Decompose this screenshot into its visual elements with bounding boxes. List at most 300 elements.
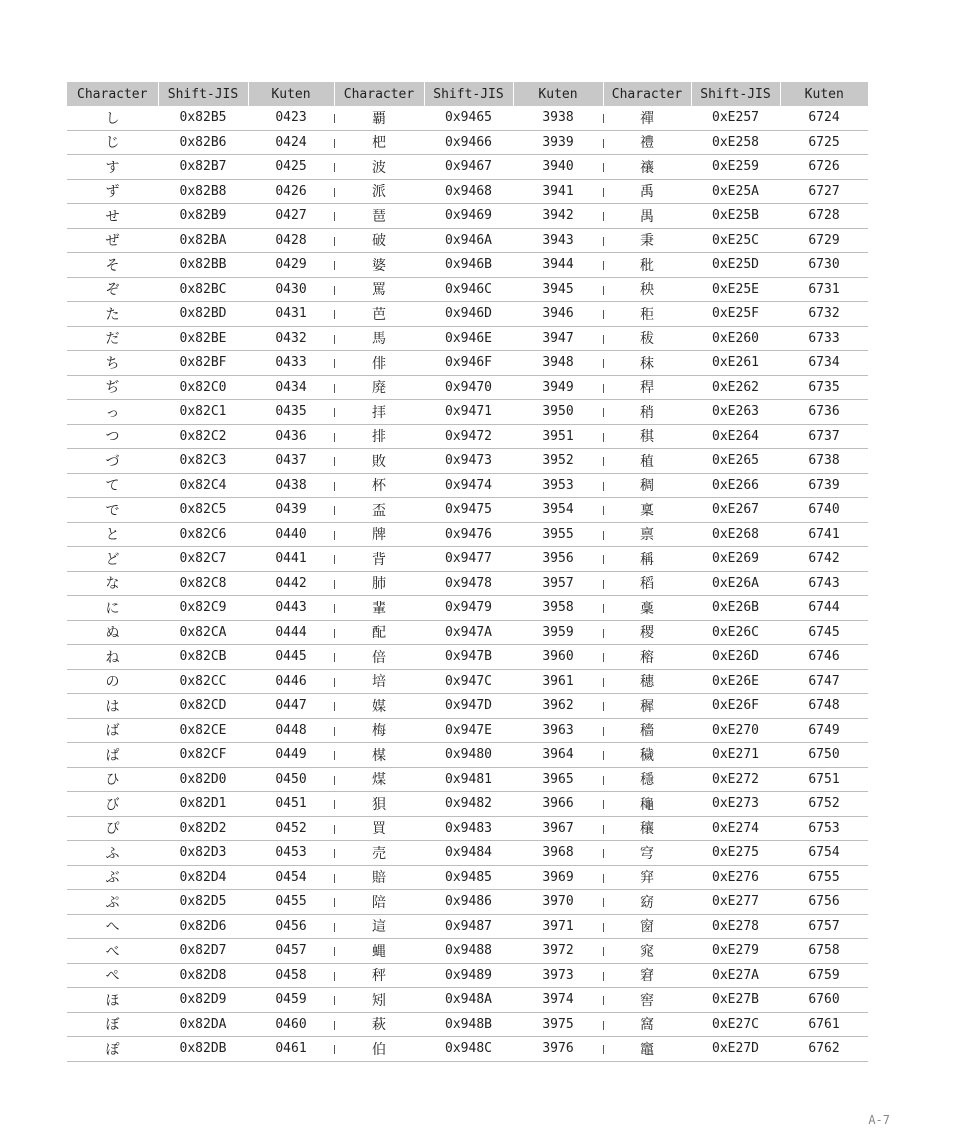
kuten-cell: 0441 (248, 547, 334, 572)
kuten-cell: 0427 (248, 204, 334, 229)
table-row (67, 302, 868, 327)
character-cell: 敗 (334, 449, 424, 474)
character-cell: 罵 (334, 277, 424, 302)
shift-jis-cell: 0x82D6 (158, 914, 248, 939)
shift-jis-cell: 0x82BC (158, 277, 248, 302)
kuten-cell: 3962 (513, 694, 603, 719)
character-cell: 賠 (334, 865, 424, 890)
character-cell: ぼ (67, 1012, 158, 1037)
table-row (67, 865, 868, 890)
table-row (67, 816, 868, 841)
character-cell: 排 (334, 424, 424, 449)
shift-jis-cell: 0x82D1 (158, 792, 248, 817)
page-number: A-7 (868, 1113, 890, 1127)
shift-jis-cell: 0x82CE (158, 718, 248, 743)
kuten-cell: 6746 (780, 645, 868, 670)
character-cell: 窈 (603, 890, 691, 915)
shift-jis-cell: 0x82BB (158, 253, 248, 278)
character-cell: 稾 (603, 596, 691, 621)
character-cell: 秡 (603, 326, 691, 351)
character-cell: 稘 (603, 424, 691, 449)
shift-jis-cell: 0xE25C (691, 228, 780, 253)
shift-jis-cell: 0xE26B (691, 596, 780, 621)
shift-jis-cell: 0x82DB (158, 1037, 248, 1062)
shift-jis-cell: 0xE268 (691, 522, 780, 547)
kuten-cell: 6732 (780, 302, 868, 327)
character-cell: 輩 (334, 596, 424, 621)
character-cell: ぬ (67, 620, 158, 645)
table-row (67, 645, 868, 670)
character-cell: せ (67, 204, 158, 229)
table-row (67, 988, 868, 1013)
kuten-cell: 3955 (513, 522, 603, 547)
character-cell: 萩 (334, 1012, 424, 1037)
table-row (67, 228, 868, 253)
shift-jis-cell: 0x82D7 (158, 939, 248, 964)
kuten-cell: 3941 (513, 179, 603, 204)
shift-jis-cell: 0x82D3 (158, 841, 248, 866)
shift-jis-cell: 0xE25F (691, 302, 780, 327)
kuten-cell: 3963 (513, 718, 603, 743)
kuten-cell: 6733 (780, 326, 868, 351)
character-cell: ぷ (67, 890, 158, 915)
shift-jis-cell: 0x946E (424, 326, 513, 351)
table-row (67, 400, 868, 425)
character-cell: 禺 (603, 204, 691, 229)
character-cell: 稈 (603, 375, 691, 400)
kuten-cell: 0439 (248, 498, 334, 523)
character-cell: 穃 (603, 645, 691, 670)
shift-jis-cell: 0xE25B (691, 204, 780, 229)
character-cell: ぜ (67, 228, 158, 253)
character-cell: 俳 (334, 351, 424, 376)
character-cell: に (67, 596, 158, 621)
shift-jis-cell: 0x947E (424, 718, 513, 743)
character-cell: 穉 (603, 694, 691, 719)
character-cell: 穩 (603, 767, 691, 792)
shift-jis-cell: 0x82D8 (158, 963, 248, 988)
character-cell: 配 (334, 620, 424, 645)
kuten-cell: 6760 (780, 988, 868, 1013)
table-row (67, 890, 868, 915)
kuten-cell: 6735 (780, 375, 868, 400)
character-cell: 禀 (603, 522, 691, 547)
character-cell: 窕 (603, 939, 691, 964)
shift-jis-cell: 0x946B (424, 253, 513, 278)
column-header-character: Character (603, 82, 691, 106)
shift-jis-cell: 0xE261 (691, 351, 780, 376)
kuten-cell: 3976 (513, 1037, 603, 1062)
shift-jis-cell: 0x948B (424, 1012, 513, 1037)
table-row (67, 424, 868, 449)
shift-jis-cell: 0x82C0 (158, 375, 248, 400)
kuten-cell: 6742 (780, 547, 868, 572)
shift-jis-cell: 0x82DA (158, 1012, 248, 1037)
kuten-cell: 3957 (513, 571, 603, 596)
character-cell: 稟 (603, 498, 691, 523)
character-cell: 覇 (334, 106, 424, 130)
character-cell: 狽 (334, 792, 424, 817)
shift-jis-cell: 0xE26C (691, 620, 780, 645)
kuten-cell: 0433 (248, 351, 334, 376)
shift-jis-cell: 0xE27A (691, 963, 780, 988)
character-cell: 稻 (603, 571, 691, 596)
table-row (67, 204, 868, 229)
shift-jis-cell: 0xE257 (691, 106, 780, 130)
table-row (67, 179, 868, 204)
table-row (67, 473, 868, 498)
kuten-cell: 0428 (248, 228, 334, 253)
table-row (67, 326, 868, 351)
shift-jis-cell: 0x82C5 (158, 498, 248, 523)
character-cell: ど (67, 547, 158, 572)
shift-jis-cell: 0x9469 (424, 204, 513, 229)
column-header-kuten: Kuten (248, 82, 334, 106)
shift-jis-cell: 0x9484 (424, 841, 513, 866)
kuten-cell: 6734 (780, 351, 868, 376)
kuten-cell: 3954 (513, 498, 603, 523)
shift-jis-cell: 0xE258 (691, 130, 780, 155)
character-cell: ね (67, 645, 158, 670)
character-cell: 竈 (603, 1037, 691, 1062)
character-cell: ぴ (67, 816, 158, 841)
character-cell: 廃 (334, 375, 424, 400)
kuten-cell: 0436 (248, 424, 334, 449)
kuten-cell: 6743 (780, 571, 868, 596)
character-cell: 牌 (334, 522, 424, 547)
shift-jis-cell: 0x946F (424, 351, 513, 376)
kuten-cell: 3943 (513, 228, 603, 253)
kuten-cell: 6752 (780, 792, 868, 817)
table-row (67, 939, 868, 964)
kuten-cell: 6725 (780, 130, 868, 155)
shift-jis-cell: 0x82BF (158, 351, 248, 376)
character-cell: 穽 (603, 865, 691, 890)
character-cell: 杯 (334, 473, 424, 498)
character-cell: 背 (334, 547, 424, 572)
character-cell: 伯 (334, 1037, 424, 1062)
shift-jis-cell: 0x9471 (424, 400, 513, 425)
shift-jis-cell: 0x946A (424, 228, 513, 253)
shift-jis-cell: 0xE275 (691, 841, 780, 866)
shift-jis-cell: 0x9467 (424, 155, 513, 180)
shift-jis-cell: 0x948A (424, 988, 513, 1013)
column-header-shift-jis: Shift-JIS (158, 82, 248, 106)
kuten-cell: 0451 (248, 792, 334, 817)
character-cell: つ (67, 424, 158, 449)
kuten-cell: 3974 (513, 988, 603, 1013)
column-header-character: Character (334, 82, 424, 106)
kuten-cell: 3961 (513, 669, 603, 694)
character-cell: ひ (67, 767, 158, 792)
kuten-cell: 3966 (513, 792, 603, 817)
shift-jis-cell: 0x9470 (424, 375, 513, 400)
table-row (67, 914, 868, 939)
kuten-cell: 6750 (780, 743, 868, 768)
kuten-cell: 3967 (513, 816, 603, 841)
shift-jis-cell: 0x82C7 (158, 547, 248, 572)
shift-jis-cell: 0xE27D (691, 1037, 780, 1062)
character-cell: 穗 (603, 669, 691, 694)
character-cell: 楳 (334, 743, 424, 768)
character-cell: っ (67, 400, 158, 425)
character-cell: 這 (334, 914, 424, 939)
table-row (67, 620, 868, 645)
character-cell: 煤 (334, 767, 424, 792)
shift-jis-cell: 0x9465 (424, 106, 513, 130)
table-row (67, 571, 868, 596)
kuten-cell: 6758 (780, 939, 868, 964)
table-row (67, 743, 868, 768)
shift-jis-cell: 0xE274 (691, 816, 780, 841)
shift-jis-cell: 0x82B7 (158, 155, 248, 180)
shift-jis-cell: 0xE25E (691, 277, 780, 302)
character-cell: 禹 (603, 179, 691, 204)
kuten-cell: 3960 (513, 645, 603, 670)
character-cell: 窩 (603, 1012, 691, 1037)
kuten-cell: 6754 (780, 841, 868, 866)
kuten-cell: 6762 (780, 1037, 868, 1062)
character-cell: し (67, 106, 158, 130)
kuten-cell: 0457 (248, 939, 334, 964)
kuten-cell: 0458 (248, 963, 334, 988)
character-cell: の (67, 669, 158, 694)
table-row (67, 522, 868, 547)
table-row (67, 841, 868, 866)
character-cell: 秧 (603, 277, 691, 302)
shift-jis-cell: 0x9483 (424, 816, 513, 841)
character-cell: 媒 (334, 694, 424, 719)
column-header-character: Character (67, 82, 158, 106)
table-row (67, 130, 868, 155)
shift-jis-cell: 0x9474 (424, 473, 513, 498)
kuten-cell: 3952 (513, 449, 603, 474)
shift-jis-cell: 0x947A (424, 620, 513, 645)
shift-jis-cell: 0xE272 (691, 767, 780, 792)
character-cell: で (67, 498, 158, 523)
character-cell: 稱 (603, 547, 691, 572)
shift-jis-cell: 0xE265 (691, 449, 780, 474)
kuten-cell: 0423 (248, 106, 334, 130)
shift-jis-cell: 0xE276 (691, 865, 780, 890)
shift-jis-cell: 0x82CC (158, 669, 248, 694)
kuten-cell: 3970 (513, 890, 603, 915)
kuten-cell: 0430 (248, 277, 334, 302)
shift-jis-cell: 0xE271 (691, 743, 780, 768)
table-row (67, 669, 868, 694)
shift-jis-cell: 0x9478 (424, 571, 513, 596)
kuten-cell: 3945 (513, 277, 603, 302)
kuten-cell: 0447 (248, 694, 334, 719)
kuten-cell: 0452 (248, 816, 334, 841)
character-cell: は (67, 694, 158, 719)
character-cell: す (67, 155, 158, 180)
character-cell: 穡 (603, 718, 691, 743)
character-cell: ぱ (67, 743, 158, 768)
shift-jis-cell: 0x9468 (424, 179, 513, 204)
kuten-cell: 0429 (248, 253, 334, 278)
kuten-cell: 6755 (780, 865, 868, 890)
character-cell: 禪 (603, 106, 691, 130)
shift-jis-cell: 0xE277 (691, 890, 780, 915)
shift-jis-cell: 0x9475 (424, 498, 513, 523)
character-cell: ぽ (67, 1037, 158, 1062)
shift-jis-cell: 0x82C4 (158, 473, 248, 498)
kuten-cell: 0424 (248, 130, 334, 155)
column-header-shift-jis: Shift-JIS (691, 82, 780, 106)
table-header-row (67, 82, 868, 106)
shift-jis-cell: 0x82D0 (158, 767, 248, 792)
shift-jis-cell: 0x946C (424, 277, 513, 302)
table-row (67, 277, 868, 302)
shift-jis-cell: 0xE279 (691, 939, 780, 964)
kuten-cell: 0438 (248, 473, 334, 498)
kuten-cell: 6730 (780, 253, 868, 278)
kuten-cell: 0444 (248, 620, 334, 645)
character-cell: ぢ (67, 375, 158, 400)
character-cell: 秣 (603, 351, 691, 376)
shift-jis-cell: 0x82B8 (158, 179, 248, 204)
shift-jis-cell: 0xE270 (691, 718, 780, 743)
shift-jis-cell: 0x82C3 (158, 449, 248, 474)
shift-jis-cell: 0x82CB (158, 645, 248, 670)
character-cell: と (67, 522, 158, 547)
table-row (67, 449, 868, 474)
kuten-cell: 3972 (513, 939, 603, 964)
character-cell: 拝 (334, 400, 424, 425)
character-cell: 秉 (603, 228, 691, 253)
shift-jis-cell: 0x9481 (424, 767, 513, 792)
kuten-cell: 0459 (248, 988, 334, 1013)
kuten-cell: 0448 (248, 718, 334, 743)
table-row (67, 106, 868, 130)
shift-jis-cell: 0x82D9 (158, 988, 248, 1013)
kuten-cell: 3969 (513, 865, 603, 890)
shift-jis-cell: 0x82D2 (158, 816, 248, 841)
character-cell: 梅 (334, 718, 424, 743)
kuten-cell: 0450 (248, 767, 334, 792)
kuten-cell: 6761 (780, 1012, 868, 1037)
character-cell: 馬 (334, 326, 424, 351)
kuten-cell: 0449 (248, 743, 334, 768)
shift-jis-cell: 0x82BE (158, 326, 248, 351)
character-cell: 窘 (603, 963, 691, 988)
shift-jis-cell: 0x82CA (158, 620, 248, 645)
shift-jis-cell: 0xE25A (691, 179, 780, 204)
kuten-cell: 3948 (513, 351, 603, 376)
shift-jis-cell: 0x9488 (424, 939, 513, 964)
character-cell: 禮 (603, 130, 691, 155)
character-cell: 秕 (603, 253, 691, 278)
shift-jis-cell: 0x9487 (424, 914, 513, 939)
character-cell: だ (67, 326, 158, 351)
table-row (67, 963, 868, 988)
table-row (67, 155, 868, 180)
character-cell: ぶ (67, 865, 158, 890)
kuten-cell: 3975 (513, 1012, 603, 1037)
shift-jis-cell: 0xE27C (691, 1012, 780, 1037)
kuten-cell: 0440 (248, 522, 334, 547)
character-cell: 穹 (603, 841, 691, 866)
kuten-cell: 0453 (248, 841, 334, 866)
table-row (67, 253, 868, 278)
shift-jis-cell: 0xE26E (691, 669, 780, 694)
kuten-cell: 6753 (780, 816, 868, 841)
kuten-cell: 6737 (780, 424, 868, 449)
shift-jis-cell: 0xE259 (691, 155, 780, 180)
shift-jis-cell: 0x82C6 (158, 522, 248, 547)
shift-jis-cell: 0x82D5 (158, 890, 248, 915)
character-cell: 秤 (334, 963, 424, 988)
shift-jis-cell: 0x82C2 (158, 424, 248, 449)
shift-jis-cell: 0x9473 (424, 449, 513, 474)
table-row (67, 792, 868, 817)
kuten-cell: 0461 (248, 1037, 334, 1062)
shift-jis-cell: 0xE27B (691, 988, 780, 1013)
kuten-cell: 0432 (248, 326, 334, 351)
kuten-cell: 0435 (248, 400, 334, 425)
shift-jis-cell: 0x947B (424, 645, 513, 670)
character-cell: ず (67, 179, 158, 204)
table-body (67, 106, 868, 1061)
character-cell: 穢 (603, 743, 691, 768)
character-cell: 盃 (334, 498, 424, 523)
kuten-cell: 6744 (780, 596, 868, 621)
character-cell: 秬 (603, 302, 691, 327)
character-cell: 矧 (334, 988, 424, 1013)
character-cell: づ (67, 449, 158, 474)
shift-jis-cell: 0x9479 (424, 596, 513, 621)
shift-jis-cell: 0xE263 (691, 400, 780, 425)
kuten-cell: 3958 (513, 596, 603, 621)
shift-jis-cell: 0xE26A (691, 571, 780, 596)
character-cell: び (67, 792, 158, 817)
kuten-cell: 0425 (248, 155, 334, 180)
kuten-cell: 3946 (513, 302, 603, 327)
kuten-cell: 3971 (513, 914, 603, 939)
kuten-cell: 0446 (248, 669, 334, 694)
shift-jis-cell: 0x82C9 (158, 596, 248, 621)
shift-jis-cell: 0x9489 (424, 963, 513, 988)
kuten-cell: 6757 (780, 914, 868, 939)
kuten-cell: 0442 (248, 571, 334, 596)
shift-jis-cell: 0x9480 (424, 743, 513, 768)
shift-jis-cell: 0x82CF (158, 743, 248, 768)
character-cell: た (67, 302, 158, 327)
shift-jis-cell: 0xE267 (691, 498, 780, 523)
kuten-cell: 3938 (513, 106, 603, 130)
character-cell: 稷 (603, 620, 691, 645)
shift-jis-cell: 0x82C8 (158, 571, 248, 596)
table-row (67, 351, 868, 376)
kuten-cell: 3940 (513, 155, 603, 180)
character-code-table (67, 82, 868, 1062)
shift-jis-cell: 0x82B6 (158, 130, 248, 155)
kuten-cell: 3959 (513, 620, 603, 645)
kuten-cell: 0443 (248, 596, 334, 621)
column-header-shift-jis: Shift-JIS (424, 82, 513, 106)
kuten-cell: 6756 (780, 890, 868, 915)
shift-jis-cell: 0xE264 (691, 424, 780, 449)
kuten-cell: 3939 (513, 130, 603, 155)
kuten-cell: 0434 (248, 375, 334, 400)
character-cell: 芭 (334, 302, 424, 327)
kuten-cell: 0437 (248, 449, 334, 474)
kuten-cell: 0431 (248, 302, 334, 327)
kuten-cell: 3951 (513, 424, 603, 449)
character-cell: 陪 (334, 890, 424, 915)
character-cell: 派 (334, 179, 424, 204)
